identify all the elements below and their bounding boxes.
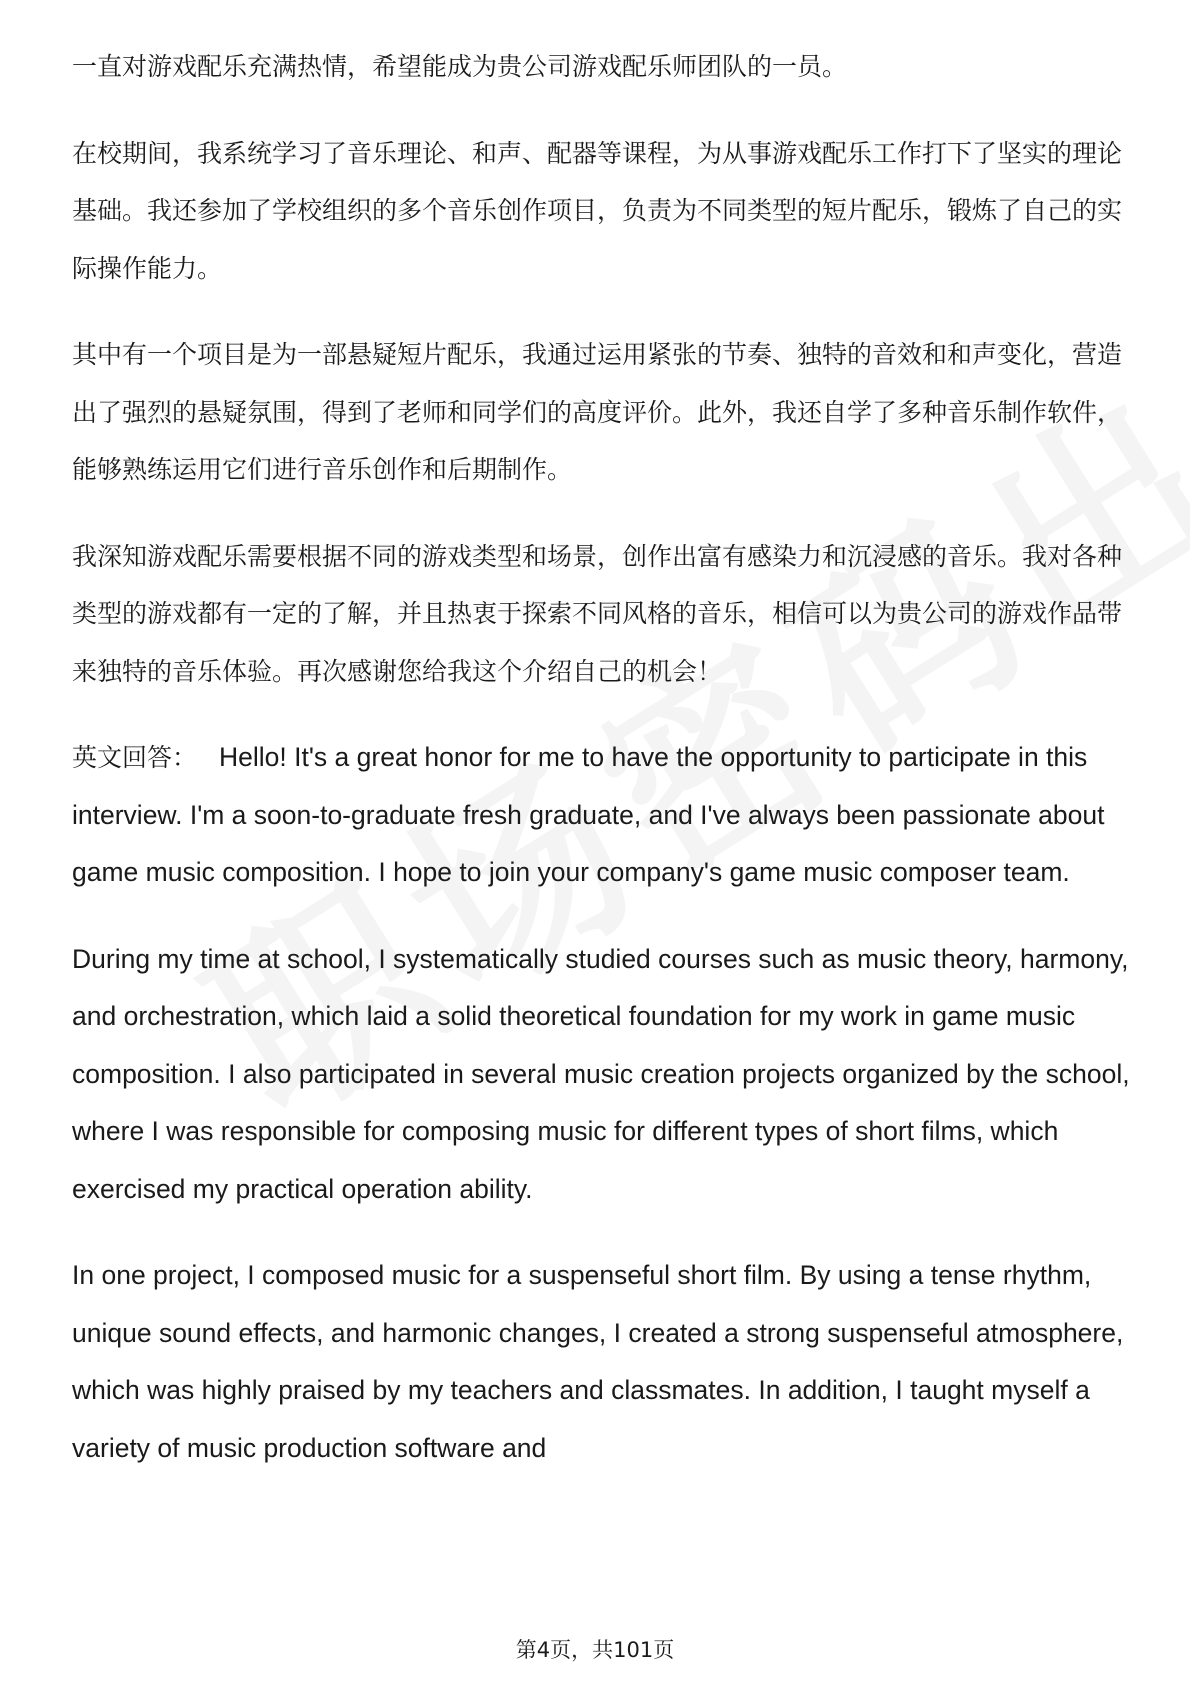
paragraph-zh-closing: 我深知游戏配乐需要根据不同的游戏类型和场景，创作出富有感染力和沉浸感的音乐。我对各种类型的游戏都有一定的了解，并且热衷于探索不同风格的音乐，相信可以为贵公司的游戏作品带来独特的音乐体验。再次感谢您给我这个介绍自己的机会！ xyxy=(72,541,1123,686)
paragraph-zh-intro-end: 一直对游戏配乐充满热情，希望能成为贵公司游戏配乐师团队的一员。 xyxy=(72,52,848,81)
english-answer-label: 英文回答： xyxy=(72,743,198,772)
paragraph-zh-project: 其中有一个项目是为一部悬疑短片配乐，我通过运用紧张的节奏、独特的音效和和声变化，营造出了强烈的悬疑氛围，得到了老师和同学们的高度评价。此外，我还自学了多种音乐制作软件，能够熟练运用它们进行音乐创作和后期制作。 xyxy=(72,340,1123,484)
paragraph-en-intro-text: Hello! It's a great honor for me to have the opportunity to participate in this interview. I'm a soon-to-graduate fresh graduate, and I've always been passionate about game music composition. I hope to join your company's game music composer team. xyxy=(72,742,1105,887)
paragraph-zh-school: 在校期间，我系统学习了音乐理论、和声、配器等课程，为从事游戏配乐工作打下了坚实的理论基础。我还参加了学校组织的多个音乐创作项目，负责为不同类型的短片配乐，锻炼了自己的实际操作能力。 xyxy=(72,138,1123,283)
document-body xyxy=(72,38,1130,1506)
paragraph-en-intro xyxy=(72,729,1130,902)
paragraph-en-school: During my time at school, I systematically studied courses such as music theory, harmony, and orchestration, which laid a solid theoretical foundation for my work in game music composition. I also participated in several music creation projects organized by the school, where I was responsible for composing music for different types of short films, which exercised my practical operation ability. xyxy=(72,943,1130,1204)
page-number-footer: 第4页，共101页 xyxy=(515,1638,675,1662)
paragraph-en-project: In one project, I composed music for a suspenseful short film. By using a tense rhythm, unique sound effects, and harmonic changes, I created a strong suspenseful atmosphere, which was highly praised by my teachers and classmates. In addition, I taught myself a variety of music production software and xyxy=(72,1260,1124,1463)
